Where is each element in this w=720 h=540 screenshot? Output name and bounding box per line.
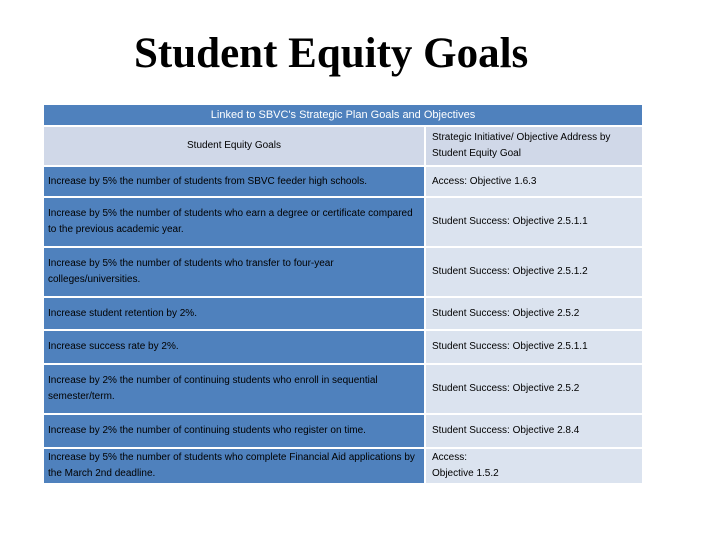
table-row	[43, 448, 643, 484]
table-row	[43, 197, 643, 247]
goal-cell: Increase by 5% the number of students from SBVC feeder high schools.	[43, 166, 425, 197]
table-banner-row	[43, 104, 643, 126]
table-row	[43, 247, 643, 297]
table-header-row	[43, 126, 643, 166]
objective-cell: Access: Objective 1.6.3	[425, 166, 643, 197]
table-row	[43, 330, 643, 364]
goal-cell: Increase success rate by 2%.	[43, 330, 425, 364]
header-student-equity-goals: Student Equity Goals	[43, 126, 425, 166]
table-row	[43, 414, 643, 448]
goal-cell: Increase by 5% the number of students who transfer to four-year colleges/universities.	[43, 247, 425, 297]
goal-cell: Increase by 5% the number of students who earn a degree or certificate compared to the previous academic year.	[43, 197, 425, 247]
objective-line: Objective 1.5.2	[432, 468, 499, 479]
goal-cell: Increase by 2% the number of continuing students who enroll in sequential semester/term.	[43, 364, 425, 414]
table-banner: Linked to SBVC's Strategic Plan Goals and Objectives	[43, 104, 643, 126]
goal-cell: Increase by 2% the number of continuing students who register on time.	[43, 414, 425, 448]
objective-line: Access:	[432, 452, 468, 463]
table-row	[43, 297, 643, 330]
objective-cell: Student Success: Objective 2.5.2	[425, 297, 643, 330]
objective-cell: Student Success: Objective 2.5.1.2	[425, 247, 643, 297]
table-row	[43, 364, 643, 414]
objective-cell: Student Success: Objective 2.5.2	[425, 364, 643, 414]
header-strategic-initiative: Strategic Initiative/ Objective Address by Student Equity Goal	[425, 126, 643, 166]
goal-cell: Increase by 5% the number of students who complete Financial Aid applications by the March 2nd deadline.	[43, 448, 425, 484]
objective-cell: Student Success: Objective 2.5.1.1	[425, 330, 643, 364]
slide-title: Student Equity Goals	[134, 30, 529, 77]
goal-cell: Increase student retention by 2%.	[43, 297, 425, 330]
objective-cell: Student Success: Objective 2.8.4	[425, 414, 643, 448]
equity-goals-table	[42, 103, 644, 485]
table-row	[43, 166, 643, 197]
objective-cell	[425, 448, 643, 484]
objective-cell: Student Success: Objective 2.5.1.1	[425, 197, 643, 247]
